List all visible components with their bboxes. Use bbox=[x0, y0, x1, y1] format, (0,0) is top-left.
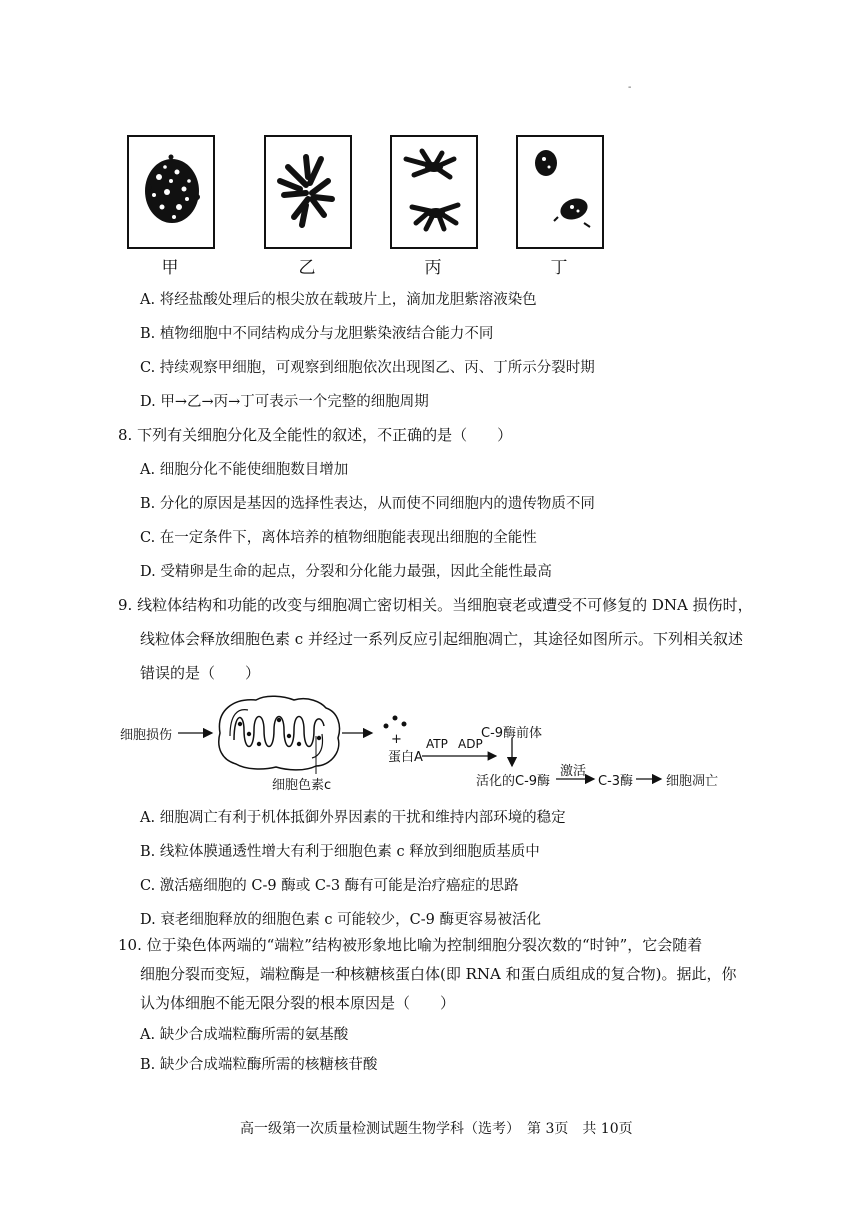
q7-option-b: B. 植物细胞中不同结构成分与龙胆紫染液结合能力不同 bbox=[140, 326, 494, 342]
page-footer: 高一级第一次质量检测试题生物学科（选考） 第 3页 共 10页 bbox=[240, 1121, 633, 1137]
q10-stem-line3: 认为体细胞不能无限分裂的根本原因是（ ） bbox=[140, 994, 456, 1012]
caption-bing: 丙 bbox=[424, 258, 442, 278]
label-plus: + bbox=[391, 732, 402, 747]
micrograph-yi bbox=[264, 135, 352, 249]
label-protein-a: 蛋白A bbox=[388, 750, 423, 765]
q10-stem-line1: 10. 位于染色体两端的“端粒”结构被形象地比喻为控制细胞分裂次数的“时钟”，它会随着 bbox=[118, 936, 703, 954]
q9-stem-line2: 线粒体会释放细胞色素 c 并经过一系列反应引起细胞凋亡，其途径如图所示。下列相关叙述 bbox=[140, 630, 743, 648]
page-mark: - bbox=[628, 82, 632, 93]
caption-ding: 丁 bbox=[550, 258, 568, 278]
q9-stem-line3: 错误的是（ ） bbox=[140, 664, 261, 682]
label-atp: ATP bbox=[426, 737, 448, 751]
label-activated-c9: 活化的C-9酶 bbox=[476, 774, 551, 789]
q9-option-b: B. 线粒体膜通透性增大有利于细胞色素 c 释放到细胞质基质中 bbox=[140, 844, 540, 860]
micrograph-ding bbox=[516, 135, 604, 249]
q8-option-b: B. 分化的原因是基因的选择性表达，从而使不同细胞内的遗传物质不同 bbox=[140, 496, 595, 512]
label-c9-precursor: C-9酶前体 bbox=[481, 726, 543, 741]
label-cytochrome-c: 细胞色素c bbox=[272, 778, 332, 793]
q10-stem-line2: 细胞分裂而变短，端粒酶是一种核糖核蛋白体(即 RNA 和蛋白质组成的复合物)。据此，你 bbox=[140, 965, 737, 983]
label-apoptosis: 细胞凋亡 bbox=[666, 774, 719, 789]
apoptosis-pathway-diagram bbox=[116, 690, 736, 795]
q7-option-a: A. 将经盐酸处理后的根尖放在载玻片上，滴加龙胆紫溶液染色 bbox=[140, 292, 537, 308]
caption-yi: 乙 bbox=[298, 258, 316, 278]
label-c3: C-3酶 bbox=[598, 774, 634, 789]
caption-jia: 甲 bbox=[161, 258, 179, 278]
label-adp: ADP bbox=[458, 737, 483, 751]
q10-option-a: A. 缺少合成端粒酶所需的氨基酸 bbox=[140, 1027, 349, 1043]
q9-option-c: C. 激活癌细胞的 C-9 酶或 C-3 酶有可能是治疗癌症的思路 bbox=[140, 878, 519, 894]
cell-division-figure bbox=[120, 128, 620, 278]
q8-option-c: C. 在一定条件下，离体培养的植物细胞能表现出细胞的全能性 bbox=[140, 530, 537, 546]
micrograph-bing bbox=[390, 135, 478, 249]
micrograph-jia bbox=[127, 135, 215, 249]
q8-stem: 8. 下列有关细胞分化及全能性的叙述，不正确的是（ ） bbox=[118, 426, 513, 444]
q9-option-d: D. 衰老细胞释放的细胞色素 c 可能较少，C-9 酶更容易被活化 bbox=[140, 912, 541, 928]
q7-option-c: C. 持续观察甲细胞，可观察到细胞依次出现图乙、丙、丁所示分裂时期 bbox=[140, 360, 595, 376]
label-cell-damage: 细胞损伤 bbox=[120, 728, 173, 743]
q9-option-a: A. 细胞凋亡有利于机体抵御外界因素的干扰和维持内部环境的稳定 bbox=[140, 810, 566, 826]
q9-stem-line1: 9. 线粒体结构和功能的改变与细胞凋亡密切相关。当细胞衰老或遭受不可修复的 DNA 损伤时， bbox=[118, 596, 753, 614]
label-activate: 激活 bbox=[560, 764, 587, 779]
q7-option-d: D. 甲→乙→丙→丁可表示一个完整的细胞周期 bbox=[140, 394, 429, 410]
q8-option-d: D. 受精卵是生命的起点，分裂和分化能力最强，因此全能性最高 bbox=[140, 564, 552, 580]
q8-option-a: A. 细胞分化不能使细胞数目增加 bbox=[140, 462, 349, 478]
q10-option-b: B. 缺少合成端粒酶所需的核糖核苷酸 bbox=[140, 1057, 378, 1073]
